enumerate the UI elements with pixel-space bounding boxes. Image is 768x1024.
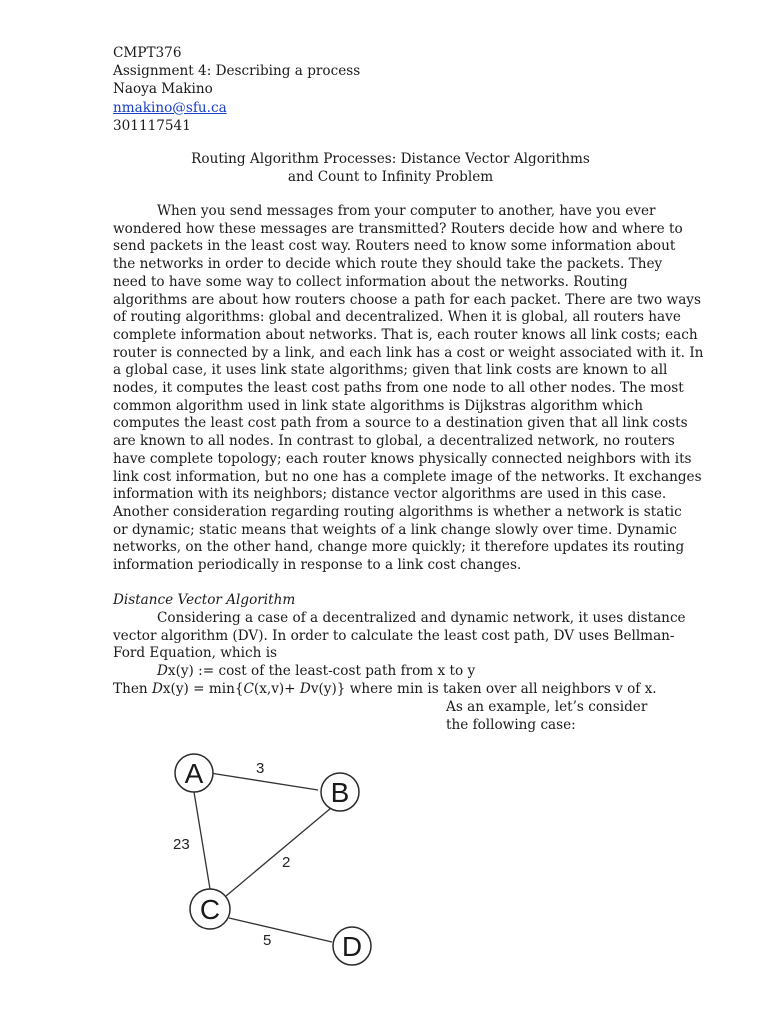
edge-a-c (194, 792, 210, 889)
paragraph-line: have complete topology; each router knows physically connected neighbors with its (113, 450, 692, 467)
paragraph-line: common algorithm used in link state algorithms is Dijkstras algorithm which (113, 397, 644, 414)
paragraph-line: Ford Equation, which is (113, 645, 278, 662)
student-id: 301117541 (113, 117, 191, 134)
edge-label-c-d: 5 (263, 932, 272, 949)
paragraph-line: send packets in the least cost way. Routers need to know some information about (113, 238, 676, 255)
node-label-b: B (330, 777, 350, 808)
paragraph-line: When you send messages from your computer to another, have you ever (157, 203, 656, 219)
paragraph-line: wondered how these messages are transmitted? Routers decide how and where to (113, 220, 683, 237)
network-graph-diagram (150, 745, 410, 975)
eq-part: (x,v)+ (253, 680, 300, 697)
paragraph-line: or dynamic; static means that weights of a link change slowly over time. Dynamic (113, 521, 677, 538)
eq-part: v(y)} where min is taken over all neighbors v of x. (310, 680, 657, 697)
example-line-1: As an example, let’s consider (446, 699, 648, 715)
eq-d-symbol: D (151, 680, 163, 697)
paragraph-line: need to have some way to collect information about the networks. Routing (113, 273, 628, 290)
dv-paragraph (113, 610, 686, 699)
edge-label-a-b: 3 (256, 760, 265, 777)
title-line-1: Routing Algorithm Processes: Distance Vector Algorithms (191, 151, 590, 167)
paragraph-line: a global case, it uses link state algorithms; given that link costs are known to all (113, 362, 668, 379)
paragraph-line: are known to all nodes. In contrast to global, a decentralized network, no routers (113, 433, 675, 450)
assignment-title: Assignment 4: Describing a process (113, 63, 361, 80)
intro-paragraph (113, 203, 704, 575)
paragraph-line: information with its neighbors; distance vector algorithms are used in this case. (113, 486, 667, 503)
author-email-link[interactable]: nmakino@sfu.ca (113, 99, 227, 116)
document-title (113, 150, 668, 186)
eq-d-symbol: D (299, 680, 311, 697)
eq-d-symbol: D (157, 663, 168, 680)
paragraph-line: Considering a case of a decentralized and dynamic network, it uses distance (157, 610, 686, 626)
paragraph-line: vector algorithm (DV). In order to calculate the least cost path, DV uses Bellman- (113, 627, 675, 644)
author-name: Naoya Makino (113, 81, 213, 98)
paragraph-line: algorithms are about how routers choose a path for each packet. There are two ways (113, 291, 701, 308)
paragraph-line: of routing algorithms: global and decentralized. When it is global, all routers have (113, 309, 681, 326)
paragraph-line: complete information about networks. That is, each router knows all link costs; each (113, 326, 698, 343)
edge-label-a-c: 23 (173, 836, 190, 853)
paragraph-line: information periodically in response to a link cost changes. (113, 557, 522, 574)
equation-definition (113, 663, 653, 681)
node-label-d: D (341, 931, 363, 962)
paragraph-line: link cost information, but no one has a complete image of the networks. It exchanges (113, 468, 702, 485)
paragraph-line: the networks in order to decide which route they should take the packets. They (113, 256, 663, 273)
eq-part: x(y) = min{ (162, 680, 244, 697)
paragraph-line: computes the least cost path from a source to a destination given that all link costs (113, 415, 688, 432)
paragraph-line: Another consideration regarding routing algorithms is whether a network is static (113, 503, 682, 520)
node-label-c: C (199, 894, 221, 925)
edge-label-b-c: 2 (282, 854, 291, 871)
paragraph-line: networks, on the other hand, change more quickly; it therefore updates its routing (113, 539, 685, 556)
bellman-ford-equation (113, 680, 657, 699)
eq-c-symbol: C (243, 680, 254, 697)
paragraph-line: router is connected by a link, and each link has a cost or weight associated with it. In (113, 344, 704, 361)
document-header (113, 44, 360, 135)
eq-definition-text: x(y) := cost of the least-cost path from x to y (167, 663, 476, 680)
paragraph-line: nodes, it computes the least cost paths from one node to all other nodes. The most (113, 380, 684, 397)
edge-c-d (229, 918, 332, 942)
course-code: CMPT376 (113, 45, 182, 61)
section-heading: Distance Vector Algorithm (113, 592, 296, 608)
eq-prefix: Then (113, 680, 152, 697)
node-label-a: A (184, 758, 204, 789)
example-line-2: the following case: (446, 717, 576, 733)
example-intro (446, 698, 647, 734)
edge-b-c (226, 808, 331, 896)
title-line-2: and Count to Infinity Problem (287, 169, 494, 185)
